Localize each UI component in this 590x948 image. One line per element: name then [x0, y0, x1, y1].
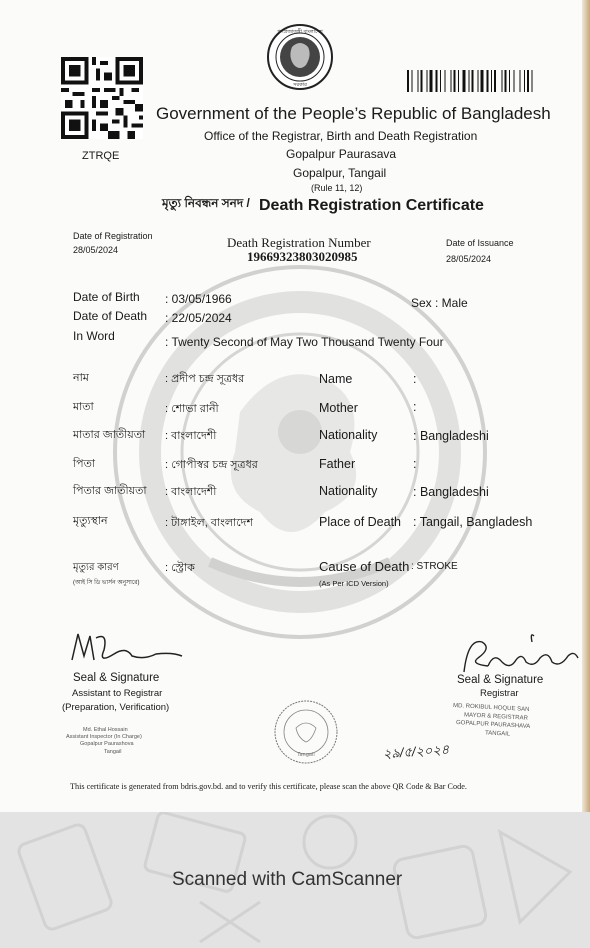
left-stamp-line-3: Gopalpur Paurashova [80, 741, 134, 747]
right-seal-title: Seal & Signature [457, 674, 544, 686]
field-en-label: Mother [319, 401, 358, 415]
field-bn-label: মাতা [73, 401, 94, 413]
date-of-death-value: : 22/05/2024 [165, 311, 232, 325]
paurasava-heading: Gopalpur Paurasava [286, 147, 397, 161]
left-role: Assistant to Registrar [72, 688, 163, 699]
left-stamp-line-2: Assistant Inspector (In Charge) [66, 734, 142, 740]
field-en-value: : Bangladeshi [413, 485, 489, 499]
government-seal-icon [266, 23, 334, 91]
registration-number-value: 19669323803020985 [247, 249, 358, 264]
qr-code-label: ZTRQE [82, 150, 120, 162]
in-word-label: In Word [73, 329, 115, 343]
cause-bn-label: মৃত্যুর কারণ [73, 562, 119, 573]
field-en-value: : [413, 372, 417, 386]
handwritten-date: ২৯/৫/২০২৪ [382, 741, 450, 762]
field-bn-label: পিতার জাতীয়তা [73, 485, 147, 497]
field-bn-value: : শোভা রানী [165, 403, 219, 415]
cause-en-note: (As Per ICD Version) [319, 579, 389, 588]
registration-number-label: Death Registration Number [227, 235, 371, 250]
field-bn-label: নাম [73, 372, 89, 384]
certificate-title-bn: মৃত্যু নিবন্ধন সনদ / [162, 196, 250, 210]
field-bn-label: মৃত্যুস্থান [73, 515, 108, 527]
government-heading: Government of the People’s Republic of Bangladesh [156, 104, 551, 123]
round-stamp [272, 698, 340, 766]
date-of-death-label: Date of Death [73, 309, 148, 323]
date-of-birth-label: Date of Birth [73, 290, 140, 304]
assistant-signature [68, 630, 188, 666]
field-en-value: : [413, 457, 417, 471]
in-word-value: : Twenty Second of May Two Thousand Twenty Four [165, 335, 444, 349]
rule-reference: (Rule 11, 12) [311, 183, 363, 193]
issuance-date-value: 28/05/2024 [446, 254, 492, 264]
field-en-label: Name [319, 372, 353, 386]
field-en-label: Nationality [319, 428, 378, 442]
round-stamp-text: Tangail [297, 752, 315, 758]
right-role: Registrar [480, 688, 519, 699]
right-stamp-line-4: TANGAIL [484, 730, 511, 738]
cause-bn-value: : স্ট্রোক [165, 562, 195, 574]
left-seal-title: Seal & Signature [73, 672, 160, 684]
field-bn-label: পিতা [73, 458, 96, 470]
paper-edge [582, 0, 590, 812]
right-stamp-line-2: MAYOR & REGISTRAR [463, 712, 529, 722]
scanner-watermark-text: Scanned with CamScanner [172, 869, 403, 890]
registration-date-value: 28/05/2024 [73, 245, 119, 255]
registrar-signature [458, 628, 580, 678]
sex-value: Sex : Male [411, 296, 468, 310]
qr-code[interactable] [61, 57, 143, 139]
location-heading: Gopalpur, Tangail [293, 166, 387, 180]
left-stamp-line-4: Tangail [104, 749, 122, 755]
office-heading: Office of the Registrar, Birth and Death Registration [204, 129, 478, 143]
right-stamp-line-3: GOPALPUR PAURASHAVA [455, 720, 531, 730]
seal-text-top: গণপ্রজাতন্ত্রী বাংলাদেশ [277, 29, 323, 35]
cause-en-value: : STROKE [411, 561, 458, 572]
verification-note: This certificate is generated from bdris.gov.bd. and to verify this certificate, please scan the above QR Code & Bar Code. [70, 782, 467, 791]
issuance-date-label: Date of Issuance [446, 238, 514, 248]
field-en-value: : [413, 400, 417, 414]
certificate-title-en: Death Registration Certificate [259, 197, 484, 214]
left-role-sub: (Preparation, Verification) [62, 702, 170, 713]
field-bn-value: : গোপীস্বর চন্দ্র সূত্রধর [165, 459, 258, 471]
field-bn-value: : টাঙ্গাইল, বাংলাদেশ [165, 517, 253, 529]
left-stamp-line-1: Md. Ethal Hossain [83, 727, 128, 733]
right-stamp-line-1: MD. ROKIBUL HOQUE SAN [452, 703, 530, 713]
field-bn-value: : প্রদীপ চন্দ্র সূত্রধর [165, 373, 245, 385]
registration-date-label: Date of Registration [73, 231, 153, 241]
field-en-value: : Bangladeshi [413, 429, 489, 443]
barcode[interactable] [407, 70, 577, 92]
scanner-footer [0, 812, 590, 948]
date-of-birth-value: : 03/05/1966 [165, 292, 232, 306]
field-en-label: Nationality [319, 484, 378, 498]
seal-text-bottom: সরকার [293, 82, 307, 88]
field-bn-label: মাতার জাতীয়তা [73, 429, 146, 441]
field-en-value: : Tangail, Bangladesh [413, 515, 533, 529]
cause-bn-note: (আই সি ডি ভার্সন অনুসারে) [73, 580, 140, 586]
field-en-label: Father [319, 457, 356, 471]
field-en-label: Place of Death [319, 515, 401, 529]
field-bn-value: : বাংলাদেশী [165, 430, 217, 442]
field-bn-value: : বাংলাদেশী [165, 486, 217, 498]
cause-en-label: Cause of Death [319, 559, 410, 574]
